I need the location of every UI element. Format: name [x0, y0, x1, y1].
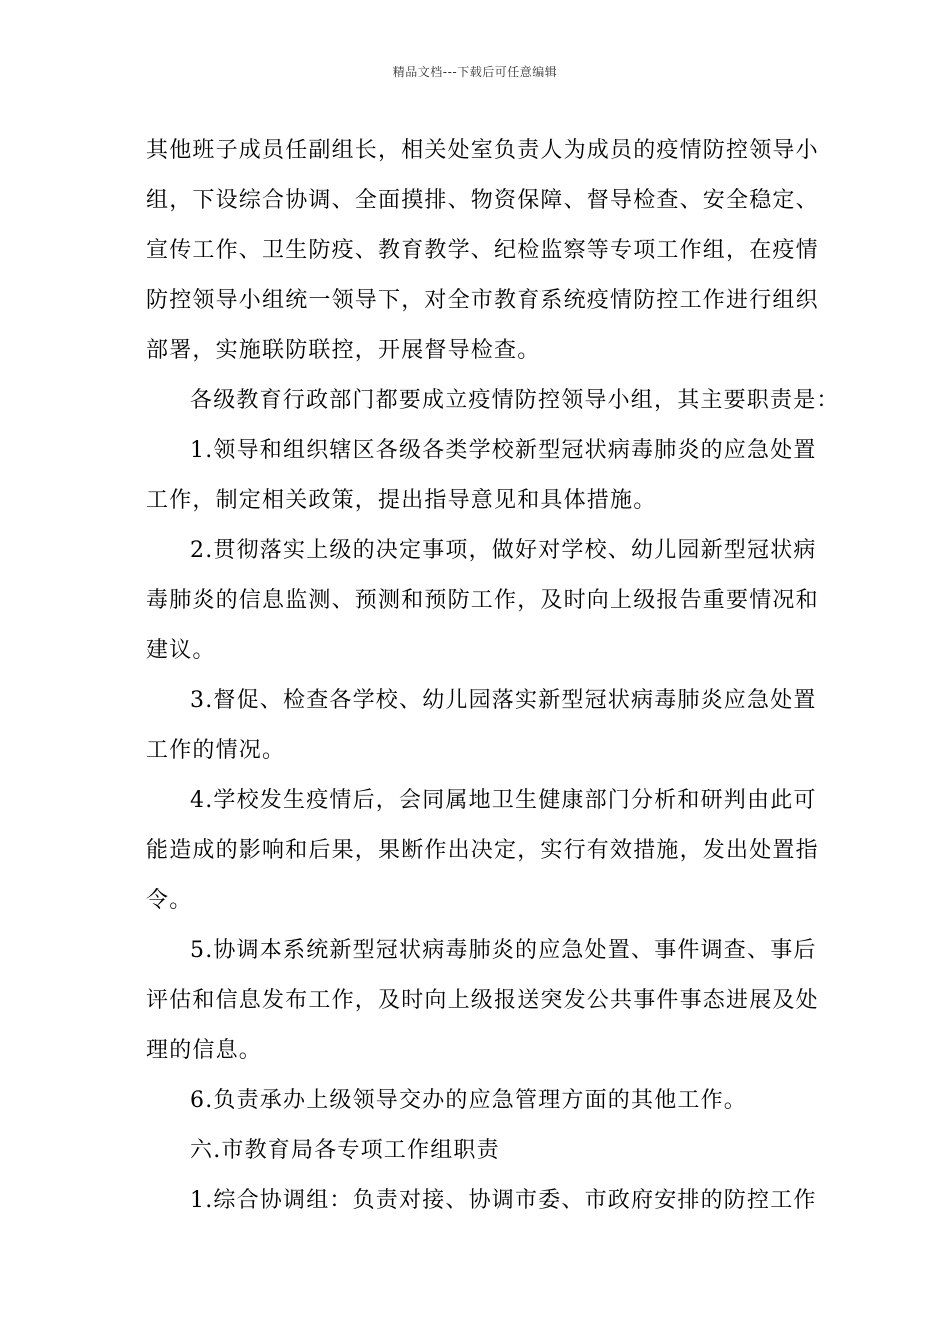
text-line: 1.领导和组织辖区各级各类学校新型冠状病毒肺炎的应急处置	[190, 438, 817, 463]
text-line: 工作的情况。	[146, 738, 286, 763]
text-line: 5.协调本系统新型冠状病毒肺炎的应急处置、事件调查、事后	[190, 938, 817, 963]
text-line: 6.负责承办上级领导交办的应急管理方面的其他工作。	[190, 1088, 747, 1113]
text-line: 理的信息。	[146, 1038, 263, 1063]
page-header: 精品文档---下载后可任意编辑	[392, 65, 558, 79]
text-line: 六.市教育局各专项工作组职责	[190, 1138, 500, 1163]
text-line: 能造成的影响和后果，果断作出决定，实行有效措施，发出处置指	[146, 838, 819, 863]
text-line: 各级教育行政部门都要成立疫情防控领导小组，其主要职责是：	[190, 388, 840, 413]
text-line: 建议。	[146, 638, 216, 663]
text-line: 评估和信息发布工作，及时向上级报送突发公共事件事态进展及处	[146, 988, 819, 1013]
text-line: 2.贯彻落实上级的决定事项，做好对学校、幼儿园新型冠状病	[190, 538, 817, 563]
text-line: 令。	[146, 888, 193, 913]
text-line: 1.综合协调组：负责对接、协调市委、市政府安排的防控工作	[190, 1188, 817, 1213]
text-line: 防控领导小组统一领导下，对全市教育系统疫情防控工作进行组织	[146, 288, 819, 313]
text-line: 工作，制定相关政策，提出指导意见和具体措施。	[146, 488, 657, 513]
text-line: 部署，实施联防联控，开展督导检查。	[146, 338, 541, 363]
text-line: 组，下设综合协调、全面摸排、物资保障、督导检查、安全稳定、	[146, 188, 819, 213]
text-line: 宣传工作、卫生防疫、教育教学、纪检监察等专项工作组，在疫情	[146, 238, 819, 263]
text-line: 毒肺炎的信息监测、预测和预防工作，及时向上级报告重要情况和	[146, 588, 819, 613]
document-body	[146, 126, 840, 1226]
text-line: 3.督促、检查各学校、幼儿园落实新型冠状病毒肺炎应急处置	[190, 688, 817, 713]
text-line: 4.学校发生疫情后，会同属地卫生健康部门分析和研判由此可	[190, 788, 817, 813]
text-line: 其他班子成员任副组长，相关处室负责人为成员的疫情防控领导小	[146, 138, 819, 163]
